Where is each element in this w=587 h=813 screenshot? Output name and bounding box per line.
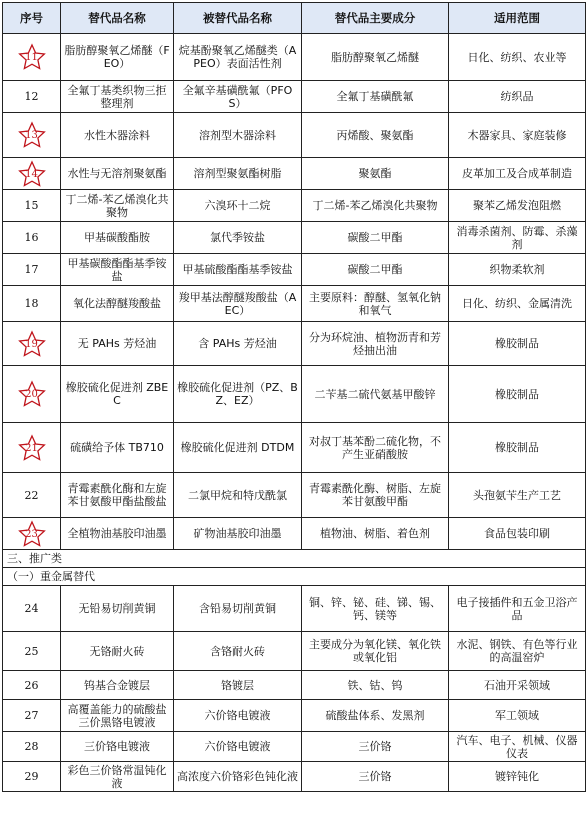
replaced-name: 六价铬电镀液	[174, 700, 302, 732]
application-scope: 聚苯乙烯发泡阻燃	[449, 190, 586, 222]
main-component: 聚氨酯	[302, 158, 449, 190]
row-id-number: 20	[25, 389, 38, 400]
main-component: 主要原料：醇醚、氢氧化钠和氧气	[302, 286, 449, 322]
application-scope: 石油开采领域	[449, 671, 586, 700]
row-id: 28	[3, 732, 61, 762]
application-scope: 日化、纺织、金属清洗	[449, 286, 586, 322]
table-row	[3, 113, 586, 158]
table-row	[3, 34, 586, 81]
table-row	[3, 586, 586, 632]
row-id-number: 15	[24, 199, 39, 212]
header-row	[3, 3, 586, 34]
application-scope: 食品包装印刷	[449, 518, 586, 550]
substitute-name: 脂肪醇聚氧乙烯醚（FEO）	[61, 34, 174, 81]
table-row	[3, 700, 586, 732]
substitute-name: 无铅易切削黄铜	[61, 586, 174, 632]
application-scope: 汽车、电子、机械、仪器仪表	[449, 732, 586, 762]
row-id-number: 19	[25, 338, 38, 350]
table-row	[3, 366, 586, 423]
row-id-number: 16	[24, 231, 39, 244]
row-id	[3, 423, 61, 473]
main-component: 主要成分为氧化镁、氧化铁或氧化铝	[302, 632, 449, 671]
replaced-name: 烷基酚聚氧乙烯醚类（APEO）表面活性剂	[174, 34, 302, 81]
row-id: 26	[3, 671, 61, 700]
row-id	[3, 366, 61, 423]
main-component: 全氟丁基磺酰氟	[302, 81, 449, 113]
subsection-title-row	[3, 568, 586, 586]
replaced-name: 二氯甲烷和特戊酰氯	[174, 473, 302, 518]
table-row	[3, 762, 586, 792]
row-id-number: 11	[25, 52, 38, 63]
substitute-name: 橡胶硫化促进剂 ZBEC	[61, 366, 174, 423]
table-row	[3, 732, 586, 762]
row-id-number: 21	[25, 442, 38, 454]
row-id: 24	[3, 586, 61, 632]
replaced-name: 六价铬电镀液	[174, 732, 302, 762]
substitute-name: 全氟丁基类织物三拒整理剂	[61, 81, 174, 113]
main-component: 铁、钴、钨	[302, 671, 449, 700]
replaced-name: 甲基硫酸酯酯基季铵盐	[174, 254, 302, 286]
main-component: 植物油、树脂、着色剂	[302, 518, 449, 550]
substitute-name: 甲基碳酸酯胺	[61, 222, 174, 254]
application-scope: 镀锌钝化	[449, 762, 586, 792]
main-component: 丙烯酸、聚氨酯	[302, 113, 449, 158]
table-row	[3, 632, 586, 671]
replaced-name: 溶剂型聚氨酯树脂	[174, 158, 302, 190]
row-id	[3, 286, 61, 322]
replaced-name: 含 PAHs 芳烃油	[174, 322, 302, 366]
substitute-name: 彩色三价铬常温钝化液	[61, 762, 174, 792]
application-scope: 水泥、钢铁、有色等行业的高温窑炉	[449, 632, 586, 671]
application-scope: 橡胶制品	[449, 322, 586, 366]
header-component: 替代品主要成分	[302, 3, 449, 34]
main-component: 铜、锌、铋、硅、锑、锡、钙、镁等	[302, 586, 449, 632]
row-id	[3, 222, 61, 254]
row-id	[3, 113, 61, 158]
row-id-number: 12	[24, 90, 39, 103]
table-row	[3, 81, 586, 113]
row-id	[3, 81, 61, 113]
header-scope: 适用范围	[449, 3, 586, 34]
table-row	[3, 158, 586, 190]
table-row	[3, 473, 586, 518]
table-row	[3, 322, 586, 366]
main-component: 碳酸二甲酯	[302, 254, 449, 286]
row-id: 25	[3, 632, 61, 671]
row-id	[3, 190, 61, 222]
replaced-name: 橡胶硫化促进剂 DTDM	[174, 423, 302, 473]
substitute-name: 青霉素酰化酶和左旋苯甘氨酸甲酯盐酸盐	[61, 473, 174, 518]
substitute-table	[2, 2, 586, 792]
substitute-name: 高覆盖能力的硫酸盐三价黑铬电镀液	[61, 700, 174, 732]
replaced-name: 高浓度六价铬彩色钝化液	[174, 762, 302, 792]
replaced-name: 矿物油基胶印油墨	[174, 518, 302, 550]
substitute-name: 三价铬电镀液	[61, 732, 174, 762]
substitute-name: 水性木器涂料	[61, 113, 174, 158]
row-id-number: 13	[25, 130, 38, 141]
application-scope: 日化、纺织、农业等	[449, 34, 586, 81]
table-row	[3, 518, 586, 550]
table-row	[3, 222, 586, 254]
replaced-name: 溶剂型木器涂料	[174, 113, 302, 158]
main-component: 脂肪醇聚氧乙烯醚	[302, 34, 449, 81]
table-row	[3, 671, 586, 700]
replaced-name: 氯代季铵盐	[174, 222, 302, 254]
main-component: 碳酸二甲酯	[302, 222, 449, 254]
replaced-name: 含铅易切削黄铜	[174, 586, 302, 632]
row-id	[3, 518, 61, 550]
main-component: 三价铬	[302, 732, 449, 762]
table-row	[3, 254, 586, 286]
main-component: 硫酸盐体系、发黑剂	[302, 700, 449, 732]
application-scope: 织物柔软剂	[449, 254, 586, 286]
table-row	[3, 423, 586, 473]
main-component: 分为环烷油、植物沥青和芳烃抽出油	[302, 322, 449, 366]
row-id	[3, 322, 61, 366]
row-id: 27	[3, 700, 61, 732]
substitute-name: 全植物油基胶印油墨	[61, 518, 174, 550]
substitute-name: 无铬耐火砖	[61, 632, 174, 671]
section-title-row	[3, 550, 586, 568]
star-icon	[18, 520, 46, 548]
application-scope: 木器家具、家庭装修	[449, 113, 586, 158]
replaced-name: 六溴环十二烷	[174, 190, 302, 222]
row-id	[3, 254, 61, 286]
replaced-name: 含铬耐火砖	[174, 632, 302, 671]
application-scope: 纺织品	[449, 81, 586, 113]
application-scope: 皮革加工及合成革制造	[449, 158, 586, 190]
main-component: 对叔丁基苯酚二硫化物，不产生亚硝酸胺	[302, 423, 449, 473]
row-id: 29	[3, 762, 61, 792]
star-icon	[18, 160, 46, 188]
star-icon	[18, 330, 46, 358]
replaced-name: 羧甲基法醇醚羧酸盐（AEC）	[174, 286, 302, 322]
replaced-name: 橡胶硫化促进剂（PZ、BZ、EZ）	[174, 366, 302, 423]
header-name: 替代品名称	[61, 3, 174, 34]
star-icon	[18, 434, 46, 462]
subsection-title: （一）重金属替代	[3, 568, 586, 586]
replaced-name: 铬镀层	[174, 671, 302, 700]
table-row	[3, 190, 586, 222]
main-component: 二苄基二硫代氨基甲酸锌	[302, 366, 449, 423]
replaced-name: 全氟辛基磺酰氟（PFOS）	[174, 81, 302, 113]
row-id	[3, 158, 61, 190]
header-replaced: 被替代品名称	[174, 3, 302, 34]
substitute-name: 丁二烯-苯乙烯溴化共聚物	[61, 190, 174, 222]
substitute-name: 无 PAHs 芳烃油	[61, 322, 174, 366]
row-id-number: 23	[25, 528, 38, 540]
substitute-name: 钨基合金镀层	[61, 671, 174, 700]
section-title: 三、推广类	[3, 550, 586, 568]
main-component: 三价铬	[302, 762, 449, 792]
application-scope: 军工领域	[449, 700, 586, 732]
row-id-number: 18	[24, 297, 39, 310]
table-row	[3, 286, 586, 322]
main-component: 丁二烯-苯乙烯溴化共聚物	[302, 190, 449, 222]
application-scope: 橡胶制品	[449, 366, 586, 423]
row-id-number: 22	[24, 488, 39, 502]
header-id: 序号	[3, 3, 61, 34]
substitute-name: 甲基碳酸酯酯基季铵盐	[61, 254, 174, 286]
row-id-number: 17	[24, 263, 39, 276]
application-scope: 电子接插件和五金卫浴产品	[449, 586, 586, 632]
substitute-name: 水性与无溶剂聚氨酯	[61, 158, 174, 190]
star-icon	[18, 43, 46, 71]
star-icon	[18, 121, 46, 149]
substitute-name: 氧化法醇醚羧酸盐	[61, 286, 174, 322]
main-component: 青霉素酰化酶、树脂、左旋苯甘氨酸甲酯	[302, 473, 449, 518]
row-id	[3, 34, 61, 81]
row-id-number: 14	[25, 168, 38, 180]
application-scope: 头孢氨苄生产工艺	[449, 473, 586, 518]
substitute-name: 硫磺给予体 TB710	[61, 423, 174, 473]
application-scope: 橡胶制品	[449, 423, 586, 473]
application-scope: 消毒杀菌剂、防霉、杀藻剂	[449, 222, 586, 254]
star-icon	[18, 380, 46, 408]
row-id	[3, 473, 61, 518]
